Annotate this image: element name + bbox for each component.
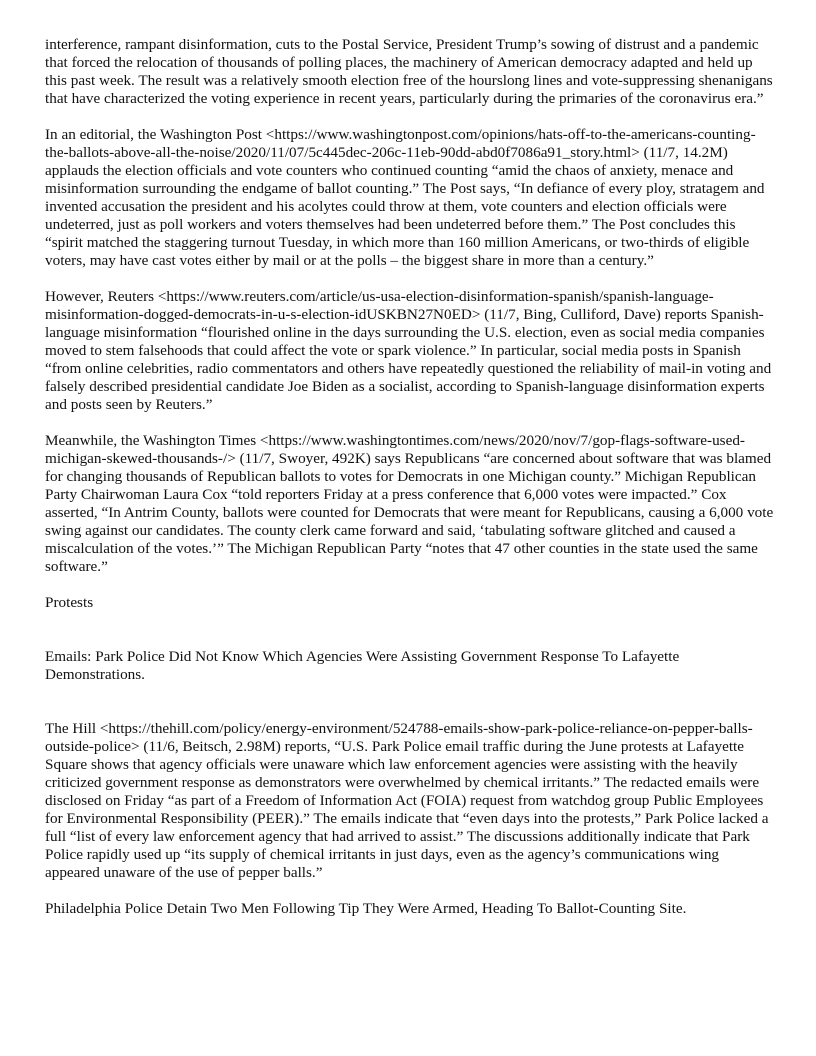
- headline-park-police: Emails: Park Police Did Not Know Which Agencies Were Assisting Government Response To Lafayette Demonstrations.: [45, 648, 680, 683]
- document-page: [45, 36, 775, 918]
- paragraph-continuation: interference, rampant disinformation, cuts to the Postal Service, President Trump’s sowing of distrust and a pandemic that forced the relocation of thousands of polling places, the machinery of American democracy adapted and held up this past week. The result was a relatively smooth election free of the hourslong lines and vote-suppressing shenanigans that have characterized the voting experience in recent years, particularly during the primaries of the coronavirus era.”: [45, 36, 773, 107]
- paragraph-washington-times: Meanwhile, the Washington Times <https://www.washingtontimes.com/news/2020/nov/7/gop-flags-software-used-michigan-skewed-thousands-/> (11/7, Swoyer, 492K) says Republicans “are concerned about software that was blamed for changing thousands of Republican ballots to votes for Democrats in one Michigan county.” Michigan Republican Party Chairwoman Laura Cox “told reporters Friday at a press conference that 6,000 votes were impacted.” Cox asserted, “In Antrim County, ballots were counted for Democrats that were meant for Republicans, causing a 6,000 vote swing against our candidates. The county clerk came forward and said, ‘tabulating software glitched and caused a miscalculation of the votes.’” The Michigan Republican Party “notes that 47 other counties in the state used the same software.”: [45, 432, 774, 575]
- headline-philadelphia-police: Philadelphia Police Detain Two Men Following Tip They Were Armed, Heading To Ballot-Counting Site.: [45, 900, 687, 917]
- section-heading-protests: Protests: [45, 594, 94, 611]
- paragraph-washington-post: In an editorial, the Washington Post <https://www.washingtonpost.com/opinions/hats-off-to-the-americans-counting-the-ballots-above-all-the-noise/2020/11/07/5c445dec-206c-11eb-90dd-abd0f7086a91_story.html> (11/7, 14.2M) applauds the election officials and vote counters who continued counting “amid the chaos of anxiety, menace and misinformation surrounding the endgame of ballot counting.” The Post says, “In defiance of every ploy, stratagem and invented accusation the president and his acolytes could throw at them, vote counters and election officials were undeterred, just as poll workers and voters themselves had been undeterred before them.” The Post concludes this “spirit matched the staggering turnout Tuesday, in which more than 160 million Americans, or two-thirds of eligible voters, may have cast votes either by mail or at the polls – the biggest share in more than a century.”: [45, 126, 765, 269]
- paragraph-reuters: However, Reuters <https://www.reuters.com/article/us-usa-election-disinformation-spanish/spanish-language-misinformation-dogged-democrats-in-u-s-election-idUSKBN27N0ED> (11/7, Bing, Culliford, Dave) reports Spanish-language misinformation “flourished online in the days surrounding the U.S. election, even as social media companies moved to stem falsehoods that could affect the vote or spark violence.” In particular, social media posts in Spanish “from online celebrities, radio commentators and others have repeatedly questioned the reliability of mail-in voting and falsely described presidential candidate Joe Biden as a socialist, according to Spanish-language disinformation experts and posts seen by Reuters.”: [45, 288, 772, 413]
- paragraph-the-hill: The Hill <https://thehill.com/policy/energy-environment/524788-emails-show-park-police-reliance-on-pepper-balls-outside-police> (11/6, Beitsch, 2.98M) reports, “U.S. Park Police email traffic during the June protests at Lafayette Square shows that agency officials were unaware which law enforcement agencies were assisting with the heavily criticized government response as demonstrators were overwhelmed by chemical irritants.” The redacted emails were disclosed on Friday “as part of a Freedom of Information Act (FOIA) request from watchdog group Public Employees for Environmental Responsibility (PEER).” The emails indicate that “even days into the protests,” Park Police lacked a full “list of every law enforcement agency that had arrived to assist.” The discussions additionally indicate that Park Police rapidly used up “its supply of chemical irritants in just days, even as the agency’s communications wing appeared unaware of the use of pepper balls.”: [45, 720, 769, 881]
